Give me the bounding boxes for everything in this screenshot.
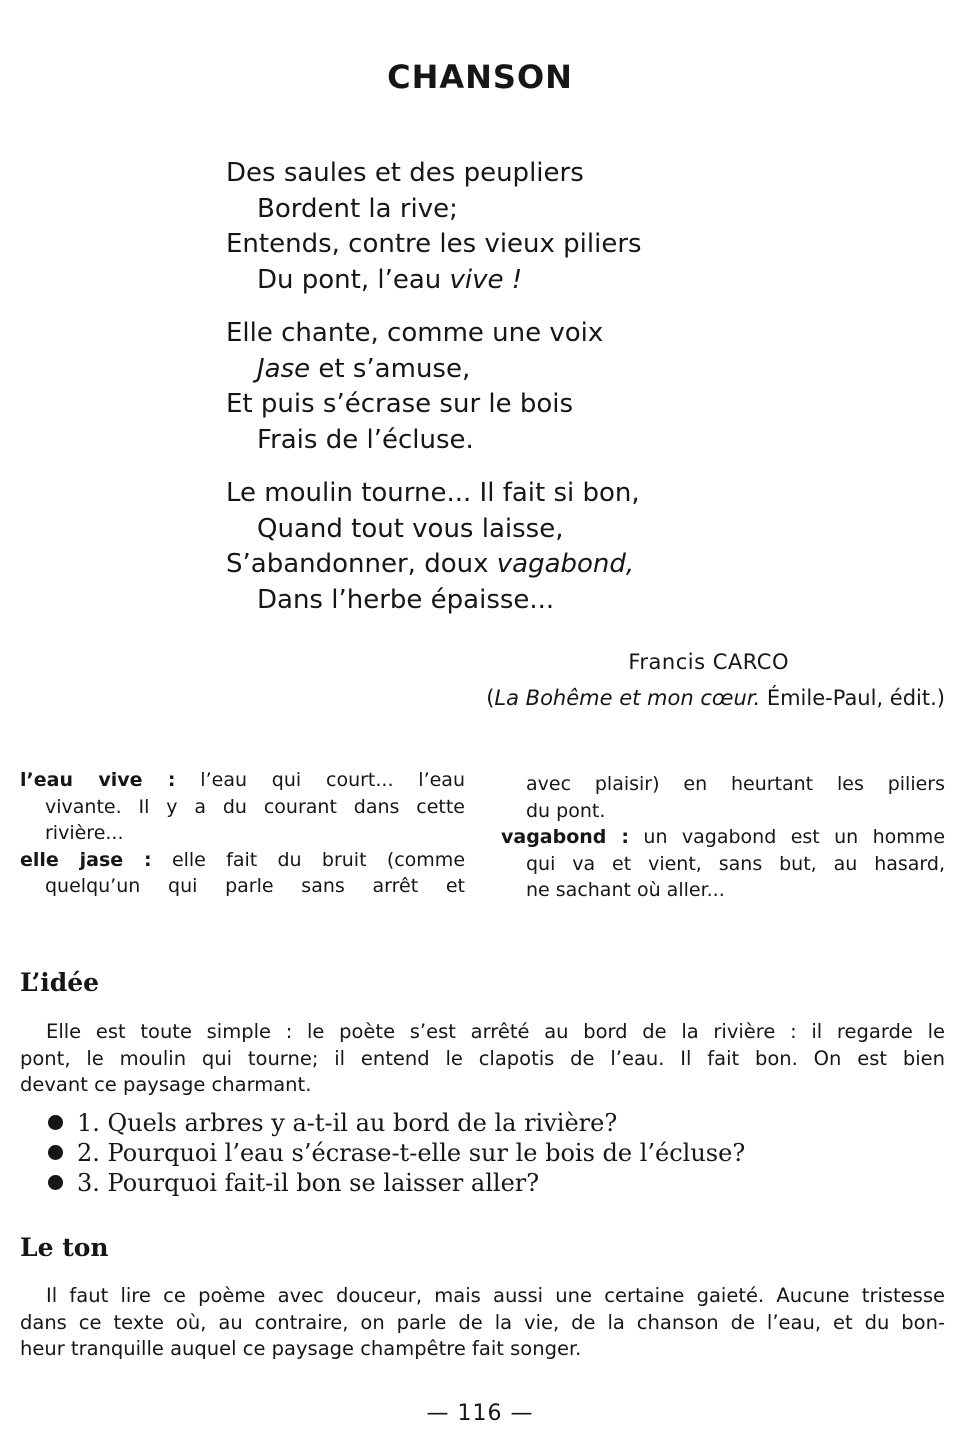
source-paren: ( — [486, 686, 495, 710]
note-line — [501, 824, 945, 851]
bullet-icon — [48, 1115, 63, 1130]
line-text: et s’amuse, — [310, 353, 471, 384]
stanza-1 — [226, 156, 786, 298]
source-publisher: Émile-Paul, édit.) — [760, 686, 945, 710]
note-line: ne sachant où aller... — [526, 879, 725, 901]
poem-author: Francis CARCO — [628, 650, 789, 674]
line-italic: vagabond, — [496, 549, 635, 579]
poem-line — [226, 476, 786, 512]
line-text: Elle chante, comme une voix — [226, 318, 604, 348]
note-term: l’eau vive : — [20, 769, 176, 791]
section-heading-ton: Le ton — [20, 1233, 109, 1262]
poem-line — [226, 512, 786, 548]
bullet-icon — [48, 1175, 63, 1190]
paragraph-line: dans ce texte où, au contraire, on parle de la vie, de la chanson de l’eau, et du bon- — [20, 1310, 945, 1334]
paragraph-line: Elle est toute simple : le poète s’est arrêté au bord de la rivière : il regarde le — [46, 1020, 945, 1043]
note-text: elle fait du bruit (comme — [151, 848, 466, 871]
note-line — [20, 767, 465, 794]
note-term: elle jase : — [20, 848, 152, 871]
bullet-icon — [48, 1145, 63, 1160]
line-text: Du pont, l’eau — [257, 264, 450, 295]
poem-line — [226, 263, 786, 299]
poem-line — [226, 547, 786, 583]
poem-line — [226, 387, 786, 423]
note-term: vagabond : — [501, 826, 629, 848]
question-text: 1. Quels arbres y a-t-il au bord de la rivière? — [77, 1109, 618, 1137]
stanza-3 — [226, 476, 786, 618]
question-text: 2. Pourquoi l’eau s’écrase-t-elle sur le bois de l’écluse? — [77, 1139, 746, 1167]
source-work: La Bohême et mon cœur. — [494, 686, 761, 710]
line-text: Quand tout vous laisse, — [257, 513, 564, 544]
line-text: Bordent la rive; — [257, 193, 458, 224]
poem-title: CHANSON — [387, 58, 573, 96]
ton-paragraph — [20, 1283, 945, 1363]
question-item — [48, 1138, 745, 1168]
note-line — [20, 847, 465, 874]
question-item — [48, 1108, 745, 1138]
poem-line — [226, 156, 786, 192]
poem-source — [486, 686, 945, 710]
note-line: quelqu’un qui parle sans arrêt et — [45, 875, 465, 897]
paragraph-line: Il faut lire ce poème avec douceur, mais aussi une certaine gaieté. Aucune tristesse — [46, 1284, 945, 1307]
line-italic: vive ! — [449, 264, 523, 295]
paragraph-line: pont, le moulin qui tourne; il entend le clapotis de l’eau. Il fait bon. On est bien — [20, 1046, 945, 1070]
line-text: Dans l’herbe épaisse... — [257, 584, 555, 615]
question-item — [48, 1168, 745, 1198]
poem-line — [226, 316, 786, 352]
note-line: vivante. Il y a du courant dans cette — [45, 795, 465, 818]
note-line: du pont. — [526, 799, 606, 822]
line-text: Le moulin tourne... Il fait si bon, — [226, 478, 640, 508]
note-line: rivière... — [45, 822, 124, 844]
note-line: qui va et vient, sans but, au hasard, — [526, 852, 945, 875]
line-italic: Jase — [257, 353, 311, 384]
line-text: Frais de l’écluse. — [257, 424, 474, 455]
line-text: S’abandonner, doux — [226, 549, 497, 579]
poem-line — [226, 423, 786, 459]
paragraph-line: heur tranquille auquel ce paysage champêtre fait songer. — [20, 1337, 582, 1360]
note-text: l’eau qui court... l’eau — [175, 769, 465, 791]
page-number: — 116 — — [426, 1401, 534, 1426]
line-text: Et puis s’écrase sur le bois — [226, 389, 574, 419]
notes-left-column — [20, 767, 465, 900]
note-line: avec plaisir) en heurtant les piliers — [526, 773, 945, 795]
paragraph-line: devant ce paysage charmant. — [20, 1073, 312, 1096]
stanza-2 — [226, 316, 786, 458]
poem — [226, 156, 786, 636]
line-text: Entends, contre les vieux piliers — [226, 229, 642, 259]
notes-right-column — [501, 771, 945, 904]
poem-line — [226, 192, 786, 228]
poem-line — [226, 583, 786, 619]
poem-line — [226, 352, 786, 388]
note-text: un vagabond est un homme — [629, 826, 946, 848]
question-text: 3. Pourquoi fait-il bon se laisser aller? — [77, 1169, 540, 1197]
questions-list — [48, 1108, 745, 1198]
section-heading-idee: L’idée — [20, 968, 100, 997]
idee-paragraph — [20, 1019, 945, 1099]
line-text: Des saules et des peupliers — [226, 158, 584, 188]
poem-line — [226, 227, 786, 263]
